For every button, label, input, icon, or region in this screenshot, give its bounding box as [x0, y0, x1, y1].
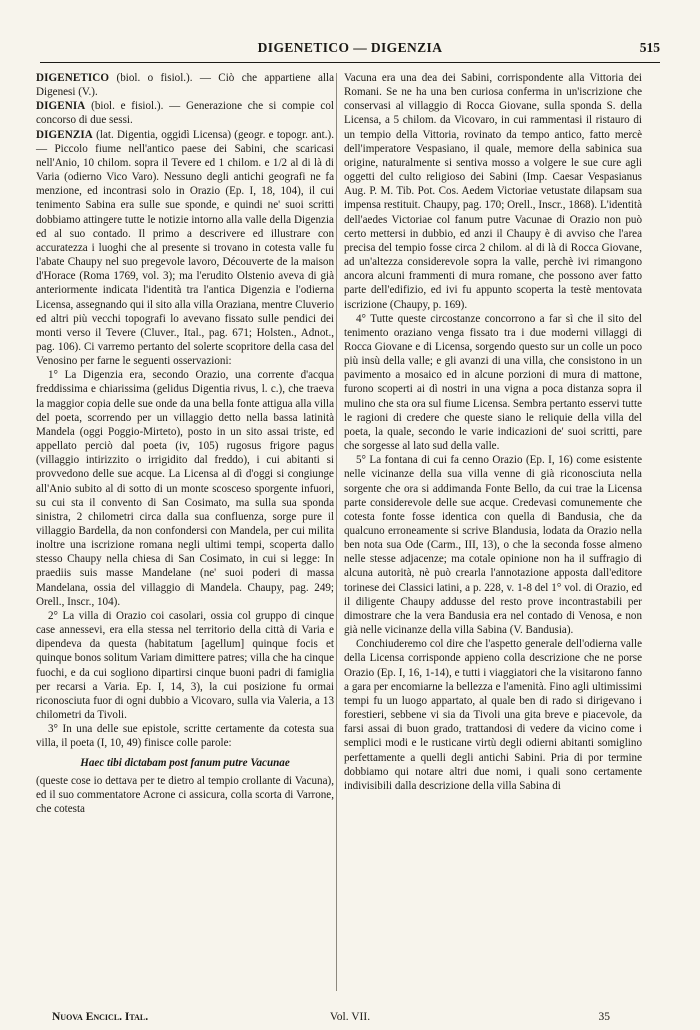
entry-text: (biol. e fisiol.). — Generazione che si compie col concorso di due sessi.	[36, 100, 334, 127]
page-number: 515	[639, 40, 660, 55]
running-title: DIGENETICO — DIGENZIA	[257, 40, 443, 55]
dictionary-entry	[36, 128, 334, 369]
footer-signature: 35	[598, 1011, 610, 1023]
entry-text: (biol. o fisiol.). — Ciò che appartiene alla Digenesi (V.).	[36, 72, 334, 99]
entry-lemma: DIGENZIA	[36, 128, 93, 141]
paragraph-continuation: (queste cose io dettava per te dietro al tempio crollante di Vacuna), ed il suo commentatore Acrone ci assicura, colla scorta di Varrone, che cotesta	[36, 774, 334, 815]
footer-publication: Nuova Encicl. Ital.	[52, 1011, 149, 1023]
dictionary-entry	[36, 99, 334, 127]
paragraph: 4° Tutte queste circostanze concorrono a far sì che il sito del tenimento oraziano venga fissato tra i due moderni villaggi di Rocca Giovane e di Licensa, sorgendo questo sur un colle un poco più insù della valle; e gli avanzi di una villa, che consistono in un pavimento a mosaico ed in alcune porzioni di mura di mattone, furono scoperti ai dì nostri in una vigna a poca distanza sopra il mulino che sta ora sul fiume Licensa. Sembra pertanto esservi tutte le ragioni di credere che queste siano le reliquie della villa del poeta, la quale, secondo le varie indicazioni de' suoi scritti, pare che sorgesse al lato sud della valle.	[344, 312, 642, 453]
entry-lemma: DIGENIA	[36, 100, 86, 113]
paragraph: 3° In una delle sue epistole, scritte certamente da cotesta sua villa, il poeta (I, 10, 49) finisce colle parole:	[36, 723, 334, 750]
paragraph: 1° La Digenzia era, secondo Orazio, una corrente d'acqua freddissima e chiarissima (gelidus Digentia rivus, l. c.), che traeva la maggior copia delle sue onde da una bella fonte attigua alla villa del poeta, scorrendo per un villaggio detto nella bassa latinità Mandela (oggi Poggio-Mirteto), posto in un sito assai triste, ed appellato perciò dal poeta (iv, 105) rugosus frigore pagus (villaggio intirizzito o irrigidito dal freddo), i cui abitanti si provvedono delle sue acque. La Licensa al dì d'oggi si congiunge all'Anio subito al di sotto di un monte scosceso sporgente infuori, su cui sta il convento di San Cosimato, ma sulla sua sponda sinistra, 2 chilometri circa dalla sua confluenza, sorge pure il villaggio Bardella, da non confondersi con Mandela, per cui milita inoltre una iscrizione romana negli ultimi tempi, scoperta dallo stesso Chaupy nella chiesa di San Cosimato, in cui si legge: In praediis suis masse Mandelane (ne' suoi poderi di massa Mandelana, ossia del villaggio di Mandela. Chaupy, pag. 249; Orell., Inscr., 104).	[36, 369, 334, 608]
paragraph: 2° La villa di Orazio coi casolari, ossia col gruppo di cinque case annessevi, era ella stessa nel territorio della città di Varia e dipendeva da questa (habitatum [agellum] quinque focis et quinque bonos solitum Variam dimittere patres; villa che ha cinque fuochi, e da cui sogliono dipartirsi cinque buoni padri di famiglia per recarsi a Varia. Ep. I, 14, 3), la cui posizione fu ormai riconosciuta fuor di ogni dubbio a Vicovaro, sulla via Valeria, a 13 chilometri da Tivoli.	[36, 609, 334, 722]
right-column	[344, 71, 642, 793]
footer-volume: Vol. VII.	[329, 1011, 371, 1023]
dictionary-entry	[36, 71, 334, 99]
page-header	[40, 38, 660, 63]
entry-text: (lat. Digentia, oggidì Licensa) (geogr. e topogr. ant.). — Piccolo fiume nell'antico paese dei Sabini, che scaricasi nell'Anio, 10 chilom. sopra il Tevere ed 1 chilom. e 1/2 al di là di Varia (odierno Vico Varo). Nessuno degli antichi geografi ne fa menzione, ed incontrasi solo in Orazio (Ep. I, 18, 104), il cui tenimento Sabina era sulle sue sponde, e quindi ne' suoi scritti dobbiamo attingere tutte le notizie intorno alla valle della Digenzia ed al suo contado. Il primo a descrivere ed illustrare con accuratezza i luoghi che al presente si trovano in cotesta valle fu l'abate Chaupy nel suo pregevole lavoro, Découverte de la maison d'Horace (Roma 1769, vol. 3); ma l'erudito Olstenio aveva di già anteriormente indicata l'identità tra l'antica Digenzia e l'odierna Licensa, assegnando qui il sito alla villa Oraziana, mentre Cluverio ed altri più vecchi topografi lo avevano fissato sulle pendici dei monti verso il Tevere (Cluver., Ital., pag. 671; Holsten., Adnot., pag. 106). Ci varremo pertanto del solerte scopritore della casa del Venosino per farne le seguenti osservazioni:	[36, 128, 334, 368]
paragraph: 5° La fontana di cui fa cenno Orazio (Ep. I, 16) come esistente nelle vicinanze della sua villa venne di già riconosciuta nella sorgente che ora si addimanda Fonte Bello, da cui trae la Licensa parte considerevole delle sue acque. Credevasi comunemente che cotesta fonte fosse identica con quella di Bandusia, che da qualcuno erroneamente si scrive Blandusia, lodata da Orazio nella ben nota sua Ode (Carm., III, 13), o che la seconda fosse almeno nelle stesse adjacenze; ma cotale opinione non ha il suffragio di alcuna autorità, nè può crearla l'annotazione apposta dall'editore torinese dei Classici latini, a p. 228, v. 1-8 del 1° vol. di Orazio, ed il diligente Chaupy addusse del resto prove incontrastabili per dimostrare che la vera Bandusia era nel contado di Venosa, e non già nelle vicinanze della villa Sabina (V. Bandusia).	[344, 454, 642, 637]
column-divider	[336, 73, 337, 991]
left-column	[36, 71, 334, 816]
page-footer	[40, 1011, 660, 1027]
quoted-verse: Haec tibi dictabam post fanum putre Vacunae	[80, 756, 290, 769]
entry-lemma: DIGENETICO	[36, 72, 110, 84]
paragraph: Conchiuderemo col dire che l'aspetto generale dell'odierna valle della Licensa corrisponde appieno colla descrizione che ne porse Orazio (Ep. I, 16, 1-14), e tutti i viaggiatori che la visitarono fanno a gara per encomiarne la bellezza e l'amenità. Fino agli ultimissimi tempi fu un luogo appartato, al quale ben di rado si dirigevano i forestieri, sebbene vi sia da Tivoli una gita breve e piacevole, da farsi assai di buon grado, trattandosi di vedere da vicino come i semplici modi e le rusticane virtù degli odierni abitanti somiglino perfettamente a quelli degli antichi Sabini. Pria di por termine dobbiamo qui notare altri due nomi, i quali sono certamente indivisibili dalla descrizione della villa Sabina di	[344, 638, 642, 792]
paragraph-continuation: Vacuna era una dea dei Sabini, corrispondente alla Vittoria dei Romani. Se ne ha una ben curiosa conferma in un'iscrizione che conservasi al villaggio di Rocca Giovane, sulla sponda S. della Licensa, a 5 chilom. da Vicovaro, in cui rammentasi il ristauro di un tempio della Vittoria, rovinato da tempo antico, fatto mercè dell'imperatore Vespasiano, il quale, memore della sabinica sua origine, naturalmente si sentiva mosso a volgere le sue cure agli oggetti del culto religioso dei Sabini (Imp. Caesar Vespasianus Aug. P. M. Tib. Pot. Cos. Aedem Victoriae vetustate dilapsam sua impensa restituit. Chaupy, pag. 170; Orell., Inscr., 1868). L'identità dell'aedes Victoriae col fanum putre Vacunae di Orazio non può certo mettersi in dubbio, ed anzi il Chaupy è di avviso che l'area precisa del tempio fosse circa 2 chilom. al di là di Rocca Giovane, ad un'altezza considerevole sopra la valle, perchè ivi rimangono ancora alcuni frammenti di mura romane, che possono aver fatto parte dell'edifizio, ed ivi fu appunto scoperta la testè mentovata iscrizione (Chaupy, p. 169).	[344, 72, 642, 311]
